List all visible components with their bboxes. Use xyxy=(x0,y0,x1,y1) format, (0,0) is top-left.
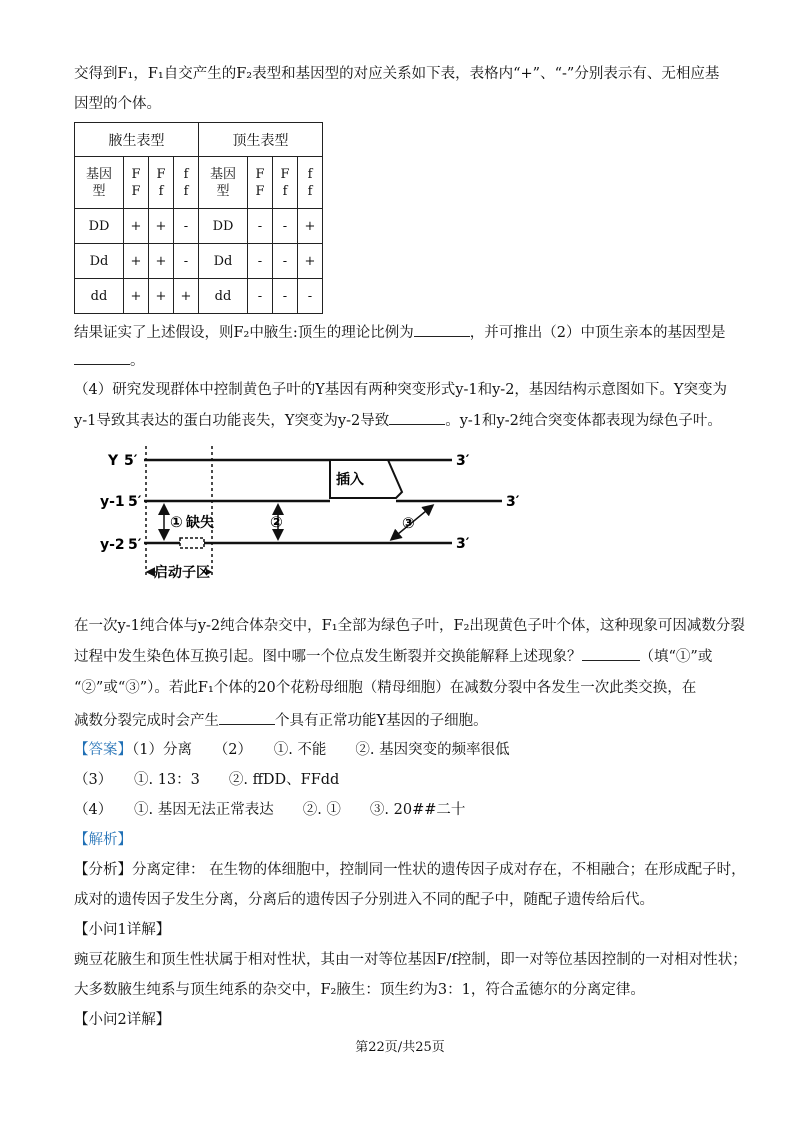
table-cell: + xyxy=(124,279,149,314)
para2-text-a: 过程中发生染色体互换引起。图中哪一个位点发生断裂并交换能解释上述现象？ xyxy=(74,649,582,665)
row-genotype: dd xyxy=(75,279,124,314)
col-FF: F F xyxy=(124,157,149,209)
para2-line-3: “②”或“③”）。若此F₁个体的20个花粉母细胞（精母细胞）在减数分裂中各发生一次此类交换，在 xyxy=(74,680,697,696)
site-2-label: ② xyxy=(270,513,283,531)
analysis-subtag: 【分析】 xyxy=(74,862,132,878)
answer-blank xyxy=(414,322,470,337)
table-cell: + xyxy=(124,244,149,279)
para2-line-4 xyxy=(74,710,734,731)
answer-blank xyxy=(74,350,130,365)
label-five-prime: 5′ xyxy=(128,537,142,553)
label-three-prime: 3′ xyxy=(456,453,470,469)
col-Ff: F f xyxy=(149,157,174,209)
label-Y: Y xyxy=(108,453,119,469)
q1-tag: 【小问1详解】 xyxy=(74,922,171,938)
analysis-text: 分离定律： 在生物的体细胞中，控制同一性状的遗传因子成对存在，不相融合；在形成配子时， xyxy=(132,862,746,878)
row-genotype: dd xyxy=(199,279,248,314)
row-genotype: DD xyxy=(75,209,124,244)
intro-line-1: 交得到F₁，F₁自交产生的F₂表型和基因型的对应关系如下表，表格内“+”、“-”分别表示有、无相应基 xyxy=(74,66,720,82)
q4-text-b: 。y-1和y-2纯合突变体都表现为绿色子叶。 xyxy=(445,413,722,429)
table-cell: + xyxy=(298,244,323,279)
q1-line-2: 大多数腋生纯系与顶生纯系的杂交中，F₂腋生：顶生约为3：1，符合孟德尔的分离定律。 xyxy=(74,982,645,998)
label-three-prime: 3′ xyxy=(456,536,470,552)
insert-label: 插入 xyxy=(336,472,364,488)
deletion-box xyxy=(180,538,204,548)
table-cell: + xyxy=(149,279,174,314)
genotype-label-axillary: 基因 型 xyxy=(75,157,124,209)
intro-line-2: 因型的个体。 xyxy=(74,96,161,112)
table-row xyxy=(75,209,323,244)
promoter-label: 启动子区 xyxy=(154,565,210,581)
label-five-prime: 5′ xyxy=(124,453,138,469)
header-terminal: 顶生表型 xyxy=(199,123,323,157)
col-ff: f f xyxy=(298,157,323,209)
para2-line-2 xyxy=(74,646,734,667)
q4-line-2 xyxy=(74,410,734,431)
table-cell: - xyxy=(248,244,273,279)
result-text-b: ，并可推出（2）中顶生亲本的基因型是 xyxy=(469,325,726,341)
table-cell: + xyxy=(174,279,199,314)
q4-text-a: y-1导致其表达的蛋白功能丧失，Y突变为y-2导致 xyxy=(74,413,390,429)
site-1-label: ① xyxy=(170,513,183,531)
q4-line-1: （4）研究发现群体中控制黄色子叶的Y基因有两种突变形式y-1和y-2，基因结构示意图如下。Y突变为 xyxy=(74,382,727,398)
table-cell: + xyxy=(124,209,149,244)
table-cell: + xyxy=(149,244,174,279)
para2-line-1: 在一次y-1纯合体与y-2纯合体杂交中，F₁全部为绿色子叶，F₂出现黄色子叶个体，这种现象可因减数分裂 xyxy=(74,618,745,634)
analysis-line-2: 成对的遗传因子发生分离，分离后的遗传因子分别进入不同的配子中，随配子遗传给后代。 xyxy=(74,892,654,908)
page-number: 第22页/共25页 xyxy=(355,1040,445,1055)
result-line-2 xyxy=(74,350,734,371)
col-ff: f f xyxy=(174,157,199,209)
table-cell: + xyxy=(298,209,323,244)
analysis-tag: 【解析】 xyxy=(74,832,132,848)
answer-line-1 xyxy=(74,740,734,760)
q2-tag: 【小问2详解】 xyxy=(74,1012,171,1028)
answer-line-2: （3） ①. 13：3 ②. ffDD、FFdd xyxy=(74,772,340,788)
label-y2: y-2 xyxy=(100,537,125,553)
genotype-label-terminal: 基因 型 xyxy=(199,157,248,209)
table-cell: + xyxy=(149,209,174,244)
row-genotype: Dd xyxy=(199,244,248,279)
answer-tag: 【答案】 xyxy=(74,742,132,758)
answer-text: （1）分离 （2） ①. 不能 ②. 基因突变的频率很低 xyxy=(132,742,510,758)
label-three-prime: 3′ xyxy=(506,494,520,510)
para2-text-c: 减数分裂完成时会产生 xyxy=(74,713,219,729)
label-y1: y-1 xyxy=(100,494,125,510)
col-FF: F F xyxy=(248,157,273,209)
gene-structure-diagram xyxy=(96,446,546,586)
analysis-line-1 xyxy=(74,860,746,880)
table-cell: - xyxy=(248,279,273,314)
answer-blank xyxy=(389,410,445,425)
table-cell: - xyxy=(273,279,298,314)
label-five-prime: 5′ xyxy=(128,494,142,510)
table-cell: - xyxy=(273,244,298,279)
site-3-label: ③ xyxy=(402,514,415,532)
col-Ff: F f xyxy=(273,157,298,209)
header-axillary: 腋生表型 xyxy=(75,123,199,157)
genotype-table xyxy=(74,122,323,314)
table-cell: - xyxy=(273,209,298,244)
para2-text-d: 个具有正常功能Y基因的子细胞。 xyxy=(275,713,488,729)
table-row xyxy=(75,244,323,279)
result-line xyxy=(74,322,734,343)
q1-line-1: 豌豆花腋生和顶生性状属于相对性状，其由一对等位基因F/f控制，即一对等位基因控制的一对相对性状； xyxy=(74,952,747,968)
deletion-label: 缺失 xyxy=(186,515,214,531)
table-cell: - xyxy=(248,209,273,244)
table-cell: - xyxy=(298,279,323,314)
row-genotype: DD xyxy=(199,209,248,244)
result-text-a: 结果证实了上述假设，则F₂中腋生:顶生的理论比例为 xyxy=(74,325,414,341)
punctuation: 。 xyxy=(130,353,145,369)
answer-blank xyxy=(219,710,275,725)
table-cell: - xyxy=(174,244,199,279)
para2-text-b: （填“①”或 xyxy=(639,649,713,665)
table-cell: - xyxy=(174,209,199,244)
table-row xyxy=(75,279,323,314)
row-genotype: Dd xyxy=(75,244,124,279)
answer-line-3: （4） ①. 基因无法正常表达 ②. ① ③. 20##二十 xyxy=(74,802,466,818)
answer-blank xyxy=(582,646,640,661)
